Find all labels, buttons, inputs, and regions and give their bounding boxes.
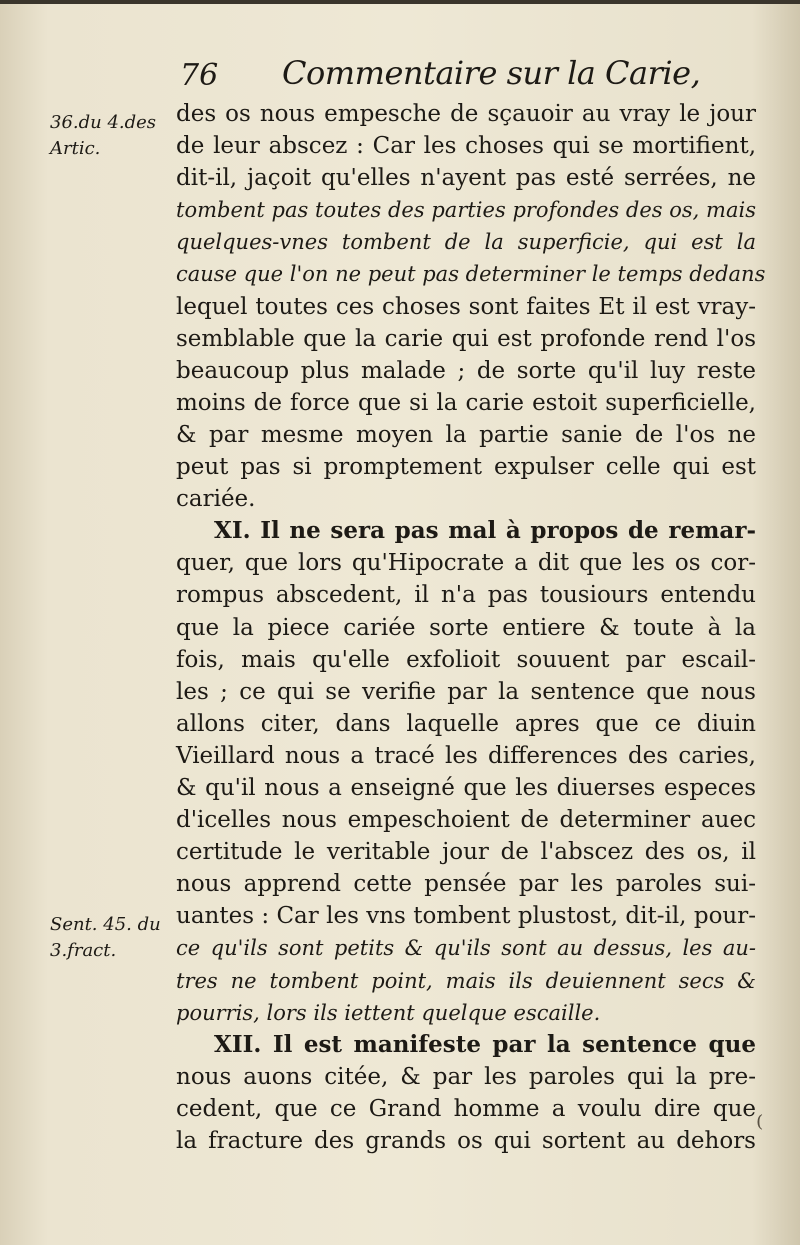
margin-note-2 — [50, 912, 168, 964]
text-line: certitude le veritable jour de l'abscez des os, il — [176, 839, 756, 866]
margin-note-1 — [50, 110, 168, 162]
page-mark-icon: ⁽ — [756, 1110, 764, 1145]
text-line: nous auons citée, & par les paroles qui la pre- — [176, 1063, 756, 1090]
text-line: cariée. — [176, 486, 256, 513]
text-line: moins de force que si la carie estoit superficielle, — [176, 389, 756, 416]
text-line: rompus abscedent, il n'a pas tousiours entendu — [176, 582, 756, 609]
margin-note-line: Sent. 45. du — [50, 914, 161, 935]
text-line: semblable que la carie qui est profonde rend l'os — [176, 325, 756, 352]
text-line: peut pas si promptement expulser celle qui est — [176, 454, 756, 481]
text-line: les ; ce qui se verifie par la sentence que nous — [176, 678, 756, 705]
page-top-edge — [0, 0, 800, 4]
text-line: Vieillard nous a tracé les differences des caries, — [176, 742, 756, 769]
text-line: & qu'il nous a enseigné que les diuerses especes — [176, 774, 756, 801]
margin-note-line: 3.fract. — [50, 940, 117, 961]
text-line: pourris, lors ils iettent quelque escaille. — [176, 1000, 601, 1025]
text-line: tombent pas toutes des parties profondes des os, mais — [176, 198, 756, 223]
body-text — [176, 98, 766, 1157]
text-line: ce qu'ils sont petits & qu'ils sont au dessus, les au- — [176, 936, 756, 961]
text-line: uantes : Car les vns tombent plustost, dit-il, pour- — [176, 903, 756, 930]
page-header — [172, 52, 752, 98]
text-line: de leur abscez : Car les choses qui se mortifient, — [176, 133, 756, 160]
text-line: la fracture des grands os qui sortent au dehors — [176, 1128, 756, 1154]
text-line: que la piece cariée sorte entiere & toute à la — [176, 614, 756, 641]
text-line: nous apprend cette pensée par les paroles sui- — [176, 871, 756, 898]
page-number: 76 — [180, 58, 219, 93]
text-line: cause que l'on ne peut pas determiner le temps dedans — [176, 262, 766, 287]
text-line: dit-il, jaçoit qu'elles n'ayent pas esté serrées, ne — [176, 165, 756, 192]
text-line: quer, que lors qu'Hipocrate a dit que les os cor- — [176, 550, 756, 577]
text-line: quelques-vnes tombent de la superficie, qui est la — [176, 230, 756, 255]
text-line: cedent, que ce Grand homme a voulu dire que — [176, 1095, 756, 1122]
margin-note-line: 36.du 4.des — [50, 112, 157, 133]
text-line: allons citer, dans laquelle apres que ce diuin — [176, 710, 756, 737]
text-line: & par mesme moyen la partie sanie de l'os ne — [176, 421, 756, 448]
text-line: tres ne tombent point, mais ils deuiennent secs & — [176, 968, 756, 993]
margin-note-line: Artic. — [50, 138, 101, 159]
section-heading-line: XII. Il est manifeste par la sentence que — [214, 1030, 756, 1058]
text-line: beaucoup plus malade ; de sorte qu'il luy reste — [176, 357, 756, 384]
text-line: fois, mais qu'elle exfolioit souuent par escail- — [176, 646, 756, 673]
text-line: des os nous empesche de sçauoir au vray le jour — [176, 101, 756, 127]
running-title: Commentaire sur la Carie, — [282, 54, 701, 92]
text-line: lequel toutes ces choses sont faites Et il est vray- — [176, 293, 756, 320]
section-heading-line: XI. Il ne sera pas mal à propos de remar- — [214, 517, 756, 545]
text-line: d'icelles nous empeschoient de determiner auec — [176, 807, 756, 834]
